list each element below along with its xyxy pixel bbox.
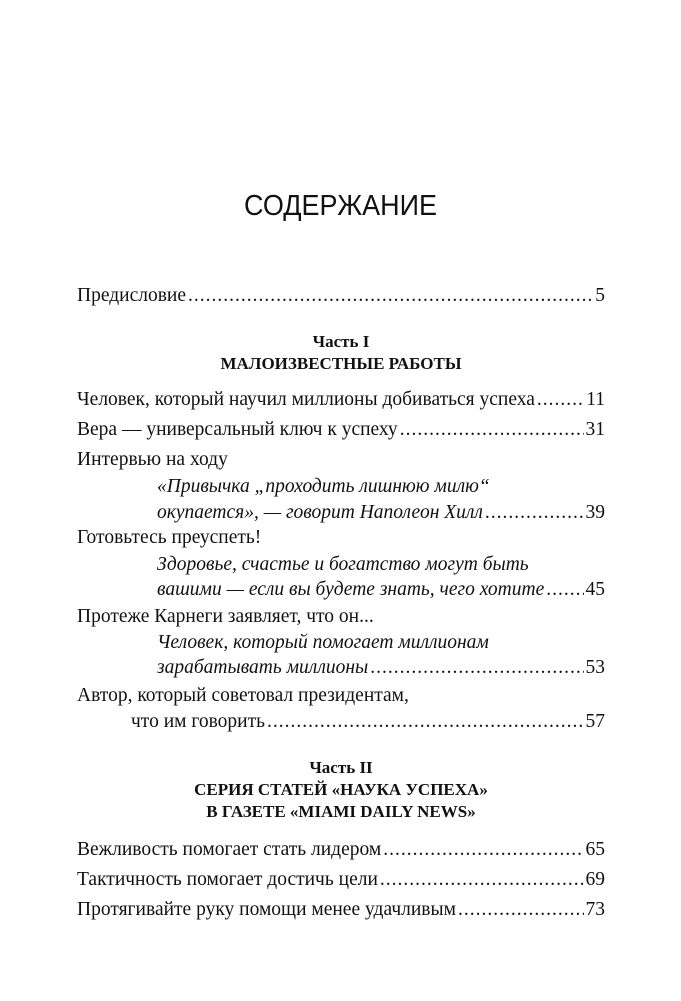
toc-entry[interactable] <box>131 709 605 735</box>
part-2-title-line2: В ГАЗЕТЕ «MIAMI DAILY NEWS» <box>206 802 476 821</box>
toc-entry-subtitle: что им говорить <box>131 711 266 732</box>
toc-entry[interactable] <box>77 417 605 443</box>
part-2-label: Часть II <box>309 758 373 777</box>
toc-entry-subtitle: зарабатывать миллионы <box>157 657 369 678</box>
toc-entry-heading[interactable]: Автор, который советовал президентам, <box>77 685 409 706</box>
toc-entry-subtitle: Здоровье, счастье и богатство могут быть <box>157 554 529 575</box>
toc-entry-text: Предисловие <box>77 285 187 306</box>
toc-entry[interactable] <box>77 837 605 863</box>
toc-entry-text: Вера — универсальный ключ к успеху <box>77 419 398 440</box>
page-number: 65 <box>585 839 605 860</box>
dot-leader <box>485 500 584 526</box>
toc-entry-heading[interactable]: Интервью на ходу <box>77 449 228 470</box>
toc-entry[interactable] <box>157 655 605 681</box>
dot-leader <box>537 387 584 413</box>
toc-entry[interactable] <box>77 867 605 893</box>
toc-entry-subtitle: Человек, который помогает миллионам <box>157 632 489 653</box>
toc-entry-text: Тактичность помогает достичь цели <box>77 869 378 890</box>
dot-leader <box>400 417 584 443</box>
toc-entry-text: Протягивайте руку помощи менее удачливым <box>77 899 456 920</box>
toc-entry-text: Вежливость помогает стать лидером <box>77 839 382 860</box>
page-number: 69 <box>585 869 605 890</box>
page-number: 45 <box>585 579 605 600</box>
toc-entry[interactable] <box>77 387 605 413</box>
dot-leader <box>383 837 583 863</box>
toc-entry-subtitle: окупается», — говорит Наполеон Хилл <box>157 502 483 523</box>
toc-entry-preface[interactable] <box>77 283 605 309</box>
toc-entry-heading[interactable]: Протеже Карнеги заявляет, что он... <box>77 606 374 627</box>
toc-entry[interactable] <box>77 897 605 923</box>
page-title: СОДЕРЖАНИЕ <box>244 190 437 222</box>
page-number: 57 <box>585 711 605 732</box>
toc-entry-subtitle: вашими — если вы будете знать, чего хотите <box>157 579 545 600</box>
dot-leader <box>546 577 583 603</box>
part-2-title-line1: СЕРИЯ СТАТЕЙ «НАУКА УСПЕХА» <box>194 780 488 799</box>
toc-entry-subtitle: «Привычка „проходить лишнюю милю“ <box>157 476 490 497</box>
page-number: 39 <box>585 502 605 523</box>
part-1-title: МАЛОИЗВЕСТНЫЕ РАБОТЫ <box>220 354 462 373</box>
page-number: 31 <box>585 419 605 440</box>
page-number: 5 <box>595 285 605 306</box>
toc-entry[interactable] <box>157 500 605 526</box>
toc-entry-heading[interactable]: Готовьтесь преуспеть! <box>77 527 262 548</box>
toc-entry-text: Человек, который научил миллионы добиваться успеха <box>77 389 535 410</box>
part-1-label: Часть I <box>312 332 370 351</box>
dot-leader <box>370 655 583 681</box>
page-number: 73 <box>585 899 605 920</box>
dot-leader <box>267 709 583 735</box>
page-number: 53 <box>585 657 605 678</box>
dot-leader <box>188 283 593 309</box>
dot-leader <box>380 867 584 893</box>
dot-leader <box>458 897 584 923</box>
toc-entry[interactable] <box>157 577 605 603</box>
page-number: 11 <box>586 389 605 410</box>
